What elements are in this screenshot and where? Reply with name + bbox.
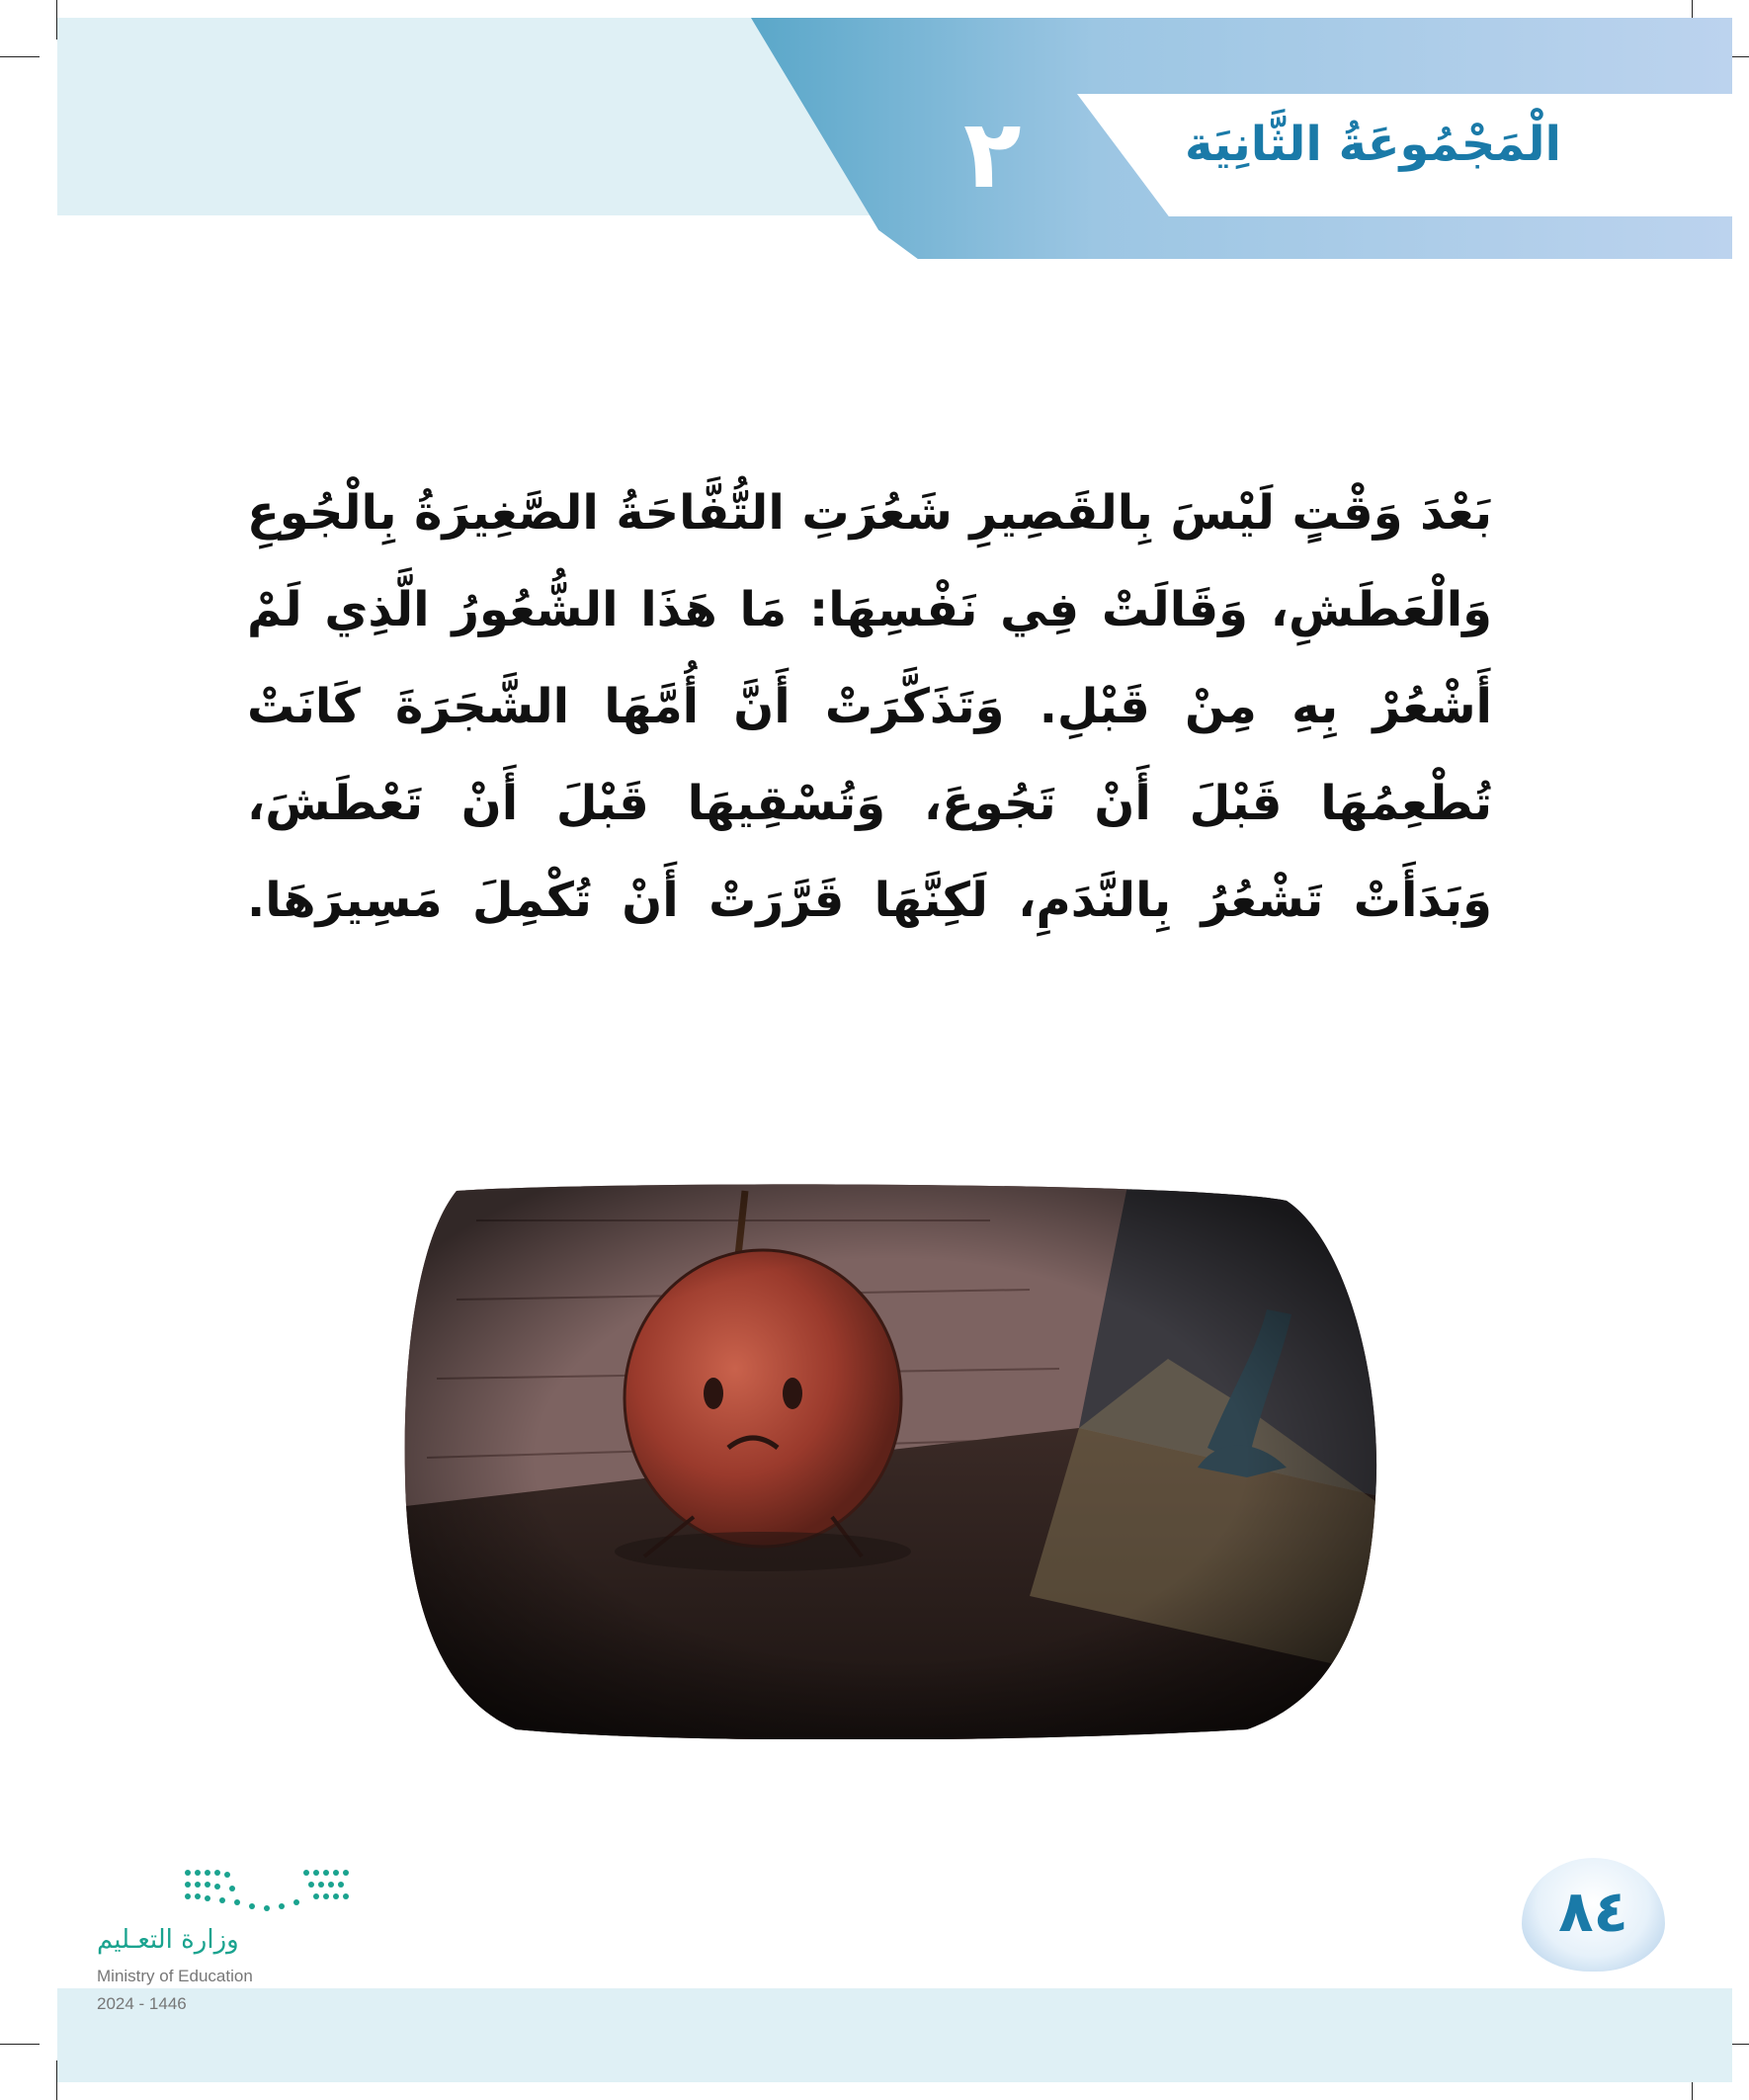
story-illustration-apple: [397, 1181, 1383, 1739]
edition-year: 2024 - 1446: [97, 1994, 187, 2013]
crop-mark: [0, 2044, 40, 2045]
ministry-name-en: Ministry of Education: [97, 1967, 253, 1985]
ministry-name-ar: وزارة التعـليم: [97, 1925, 239, 1955]
ministry-logo-icon: [178, 1863, 356, 1922]
page-number: ٨٤: [1558, 1878, 1628, 1945]
crop-mark: [0, 56, 40, 57]
group-title: الْمَجْمُوعَةُ الثَّانِيَة: [1185, 117, 1561, 172]
group-number: ٢: [963, 99, 1022, 210]
footer-band: [57, 1988, 1732, 2082]
story-paragraph: بَعْدَ وَقْتٍ لَيْسَ بِالقَصِيرِ شَعُرَتِ التُّفَّاحَةُ الصَّغِيرَةُ بِالْجُوعِ وَالْعَطَشِ، وَقَالَتْ فِي نَفْسِهَا: مَا هَذَا الشُّعُورُ الَّذِي لَمْ أَشْعُرْ بِهِ مِنْ قَبْلِ. وَتَذَكَّرَتْ أَنَّ أُمَّهَا الشَّجَرَةَ كَانَتْ تُطْعِمُهَا قَبْلَ أَنْ تَجُوعَ، وَتُسْقِيهَا قَبْلَ أَنْ تَعْطَشَ، وَبَدَأَتْ تَشْعُرُ بِالنَّدَمِ، لَكِنَّهَا قَرَّرَتْ أَنْ تُكْمِلَ مَسِيرَهَا.: [247, 485, 1492, 928]
